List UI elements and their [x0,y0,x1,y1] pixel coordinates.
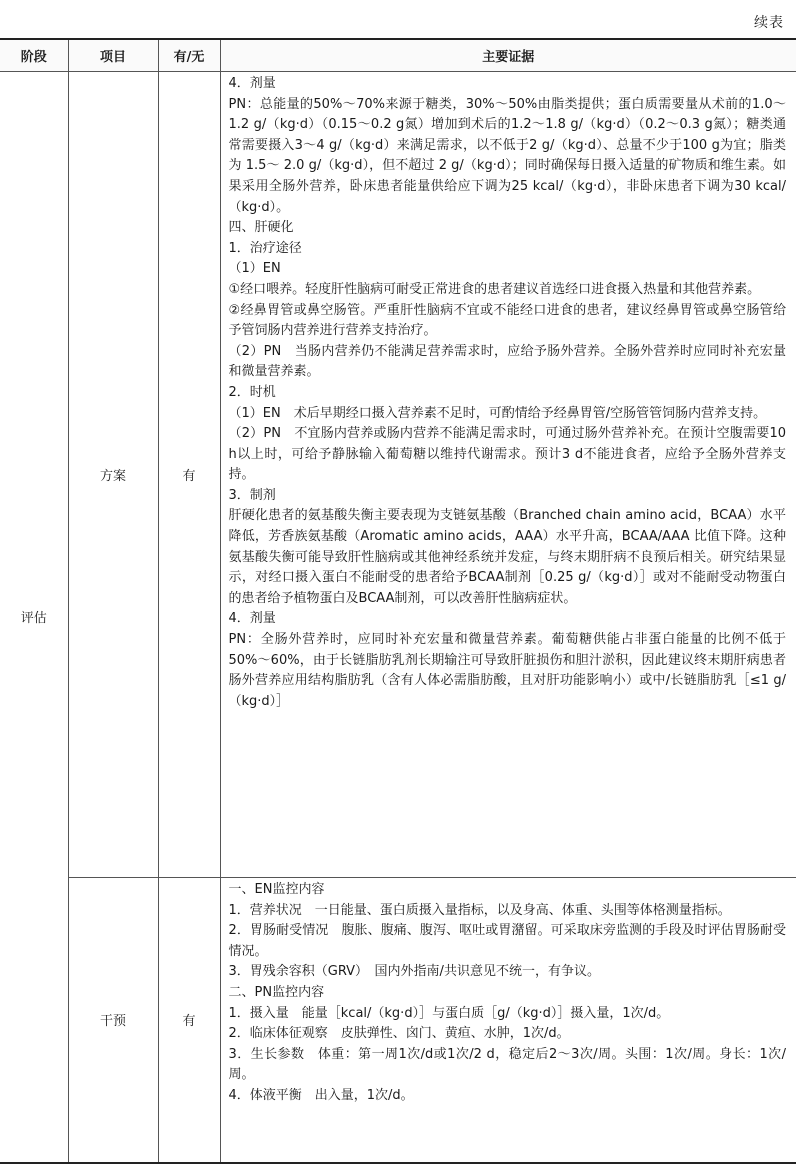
item-cell: 干预 [68,878,158,1163]
evidence-line: PN：全肠外营养时，应同时补充宏量和微量营养素。葡萄糖供能占非蛋白能量的比例不低于 50%～60%，由于长链脂肪乳剂长期输注可导致肝脏损伤和胆汁淤积，因此建议终末期肝病患者肠外营养应用结构脂肪乳（含有人体必需脂肪酸，且对肝功能影响小）或中/长链脂肪乳［≤1 g/（kg·d）］ [228,632,786,709]
evidence-line: 3．制剂 [228,487,276,503]
evidence-line: 4．体液平衡 出入量，1次/d。 [228,1087,414,1103]
header-evidence: 主要证据 [220,39,796,72]
evidence-line: 3．胃残余容积（GRV） 国内外指南/共识意见不统一，有争议。 [228,964,600,980]
evidence-line: （2）PN 当肠内营养仍不能满足营养需求时，应给予肠外营养。全肠外营养时应同时补充宏量和微量营养素。 [228,343,786,380]
evidence-line: 2．时机 [228,384,276,400]
header-status: 有/无 [158,39,220,72]
evidence-line: （1）EN 术后早期经口摄入营养素不足时，可酌情给予经鼻胃管/空肠管管饲肠内营养支持。 [228,405,767,421]
evidence-line: 1．治疗途径 [228,240,302,256]
evidence-line: （1）EN [228,261,281,277]
table-header-row [0,39,796,72]
evidence-line: 4．剂量 [228,611,276,627]
evidence-line: 一、EN监控内容 [228,882,325,897]
status-cell: 有 [158,878,220,1163]
evidence-line: （2）PN 不宜肠内营养或肠内营养不能满足需求时，可通过肠外营养补充。在预计空腹需要10 h以上时，可给予静脉输入葡萄糖以维持代谢需求。预计3 d不能进食者，应给予全肠外营养支持。 [228,426,786,483]
header-stage: 阶段 [0,39,68,72]
evidence-line: 二、PN监控内容 [228,984,325,1000]
evidence-line: 3．生长参数 体重：第一周1次/d或1次/2 d，稳定后2～3次/周。头围：1次/周。身长：1次/周。 [228,1046,786,1083]
evidence-line: 2．临床体征观察 皮肤弹性、囟门、黄疸、水肿，1次/d。 [228,1026,570,1042]
evidence-table [0,38,796,1164]
evidence-cell [220,878,796,1163]
status-cell: 有 [158,72,220,878]
continued-label: 续表 [754,15,784,31]
table-row [0,72,796,878]
evidence-line: ②经鼻胃管或鼻空肠管。严重肝性脑病不宜或不能经口进食的患者，建议经鼻胃管或鼻空肠管给予管饲肠内营养进行营养支持治疗。 [228,302,786,339]
evidence-line: PN：总能量的50%～70%来源于糖类，30%～50%由脂类提供；蛋白质需要量从术前的1.0～1.2 g/（kg·d）（0.15～0.2 g氮）增加到术后的1.2～1.8 g/（kg·d）（0.2～0.3 g氮）；糖类通常需要摄入3～4 g/（kg·d）来满足需求，以不低于2 g/（kg·d）、总量不少于100 g为宜；脂类为 1.5～ 2.0 g/（kg·d），但不超过 2 g/（kg·d）；同时确保每日摄入适量的矿物质和维生素。如果采用全肠外营养，卧床患者能量供给应下调为25 kcal/（kg·d），非卧床患者下调为30 kcal/（kg·d）。 [228,96,786,215]
evidence-cell [220,72,796,878]
item-cell: 方案 [68,72,158,878]
evidence-line: 四、肝硬化 [228,220,294,236]
stage-cell: 评估 [0,72,68,1163]
evidence-line: ①经口喂养。轻度肝性脑病可耐受正常进食的患者建议首选经口进食摄入热量和其他营养素。 [228,281,761,297]
evidence-line: 1．摄入量 能量［kcal/（kg·d）］与蛋白质［g/（kg·d）］摄入量，1次/d。 [228,1005,670,1021]
evidence-line: 肝硬化患者的氨基酸失衡主要表现为支链氨基酸（Branched chain amino acid，BCAA）水平降低，芳香族氨基酸（Aromatic amino acids，AAA）水平升高，BCAA/AAA 比值下降。这种氨基酸失衡可能导致肝性脑病或其他神经系统并发症，与终末期肝病不良预后相关。研究结果显示，对经口摄入蛋白不能耐受的患者给予BCAA制剂［0.25 g/（kg·d）］或对不能耐受动物蛋白的患者给予植物蛋白及BCAA制剂，可以改善肝性脑病症状。 [228,508,786,606]
table-row [0,878,796,1163]
evidence-line: 1．营养状况 一日能量、蛋白质摄入量指标，以及身高、体重、头围等体格测量指标。 [228,902,731,918]
evidence-line: 4．剂量 [228,76,276,91]
evidence-line: 2．胃肠耐受情况 腹胀、腹痛、腹泻、呕吐或胃潴留。可采取床旁监测的手段及时评估胃肠耐受情况。 [228,923,786,959]
header-item: 项目 [68,39,158,72]
